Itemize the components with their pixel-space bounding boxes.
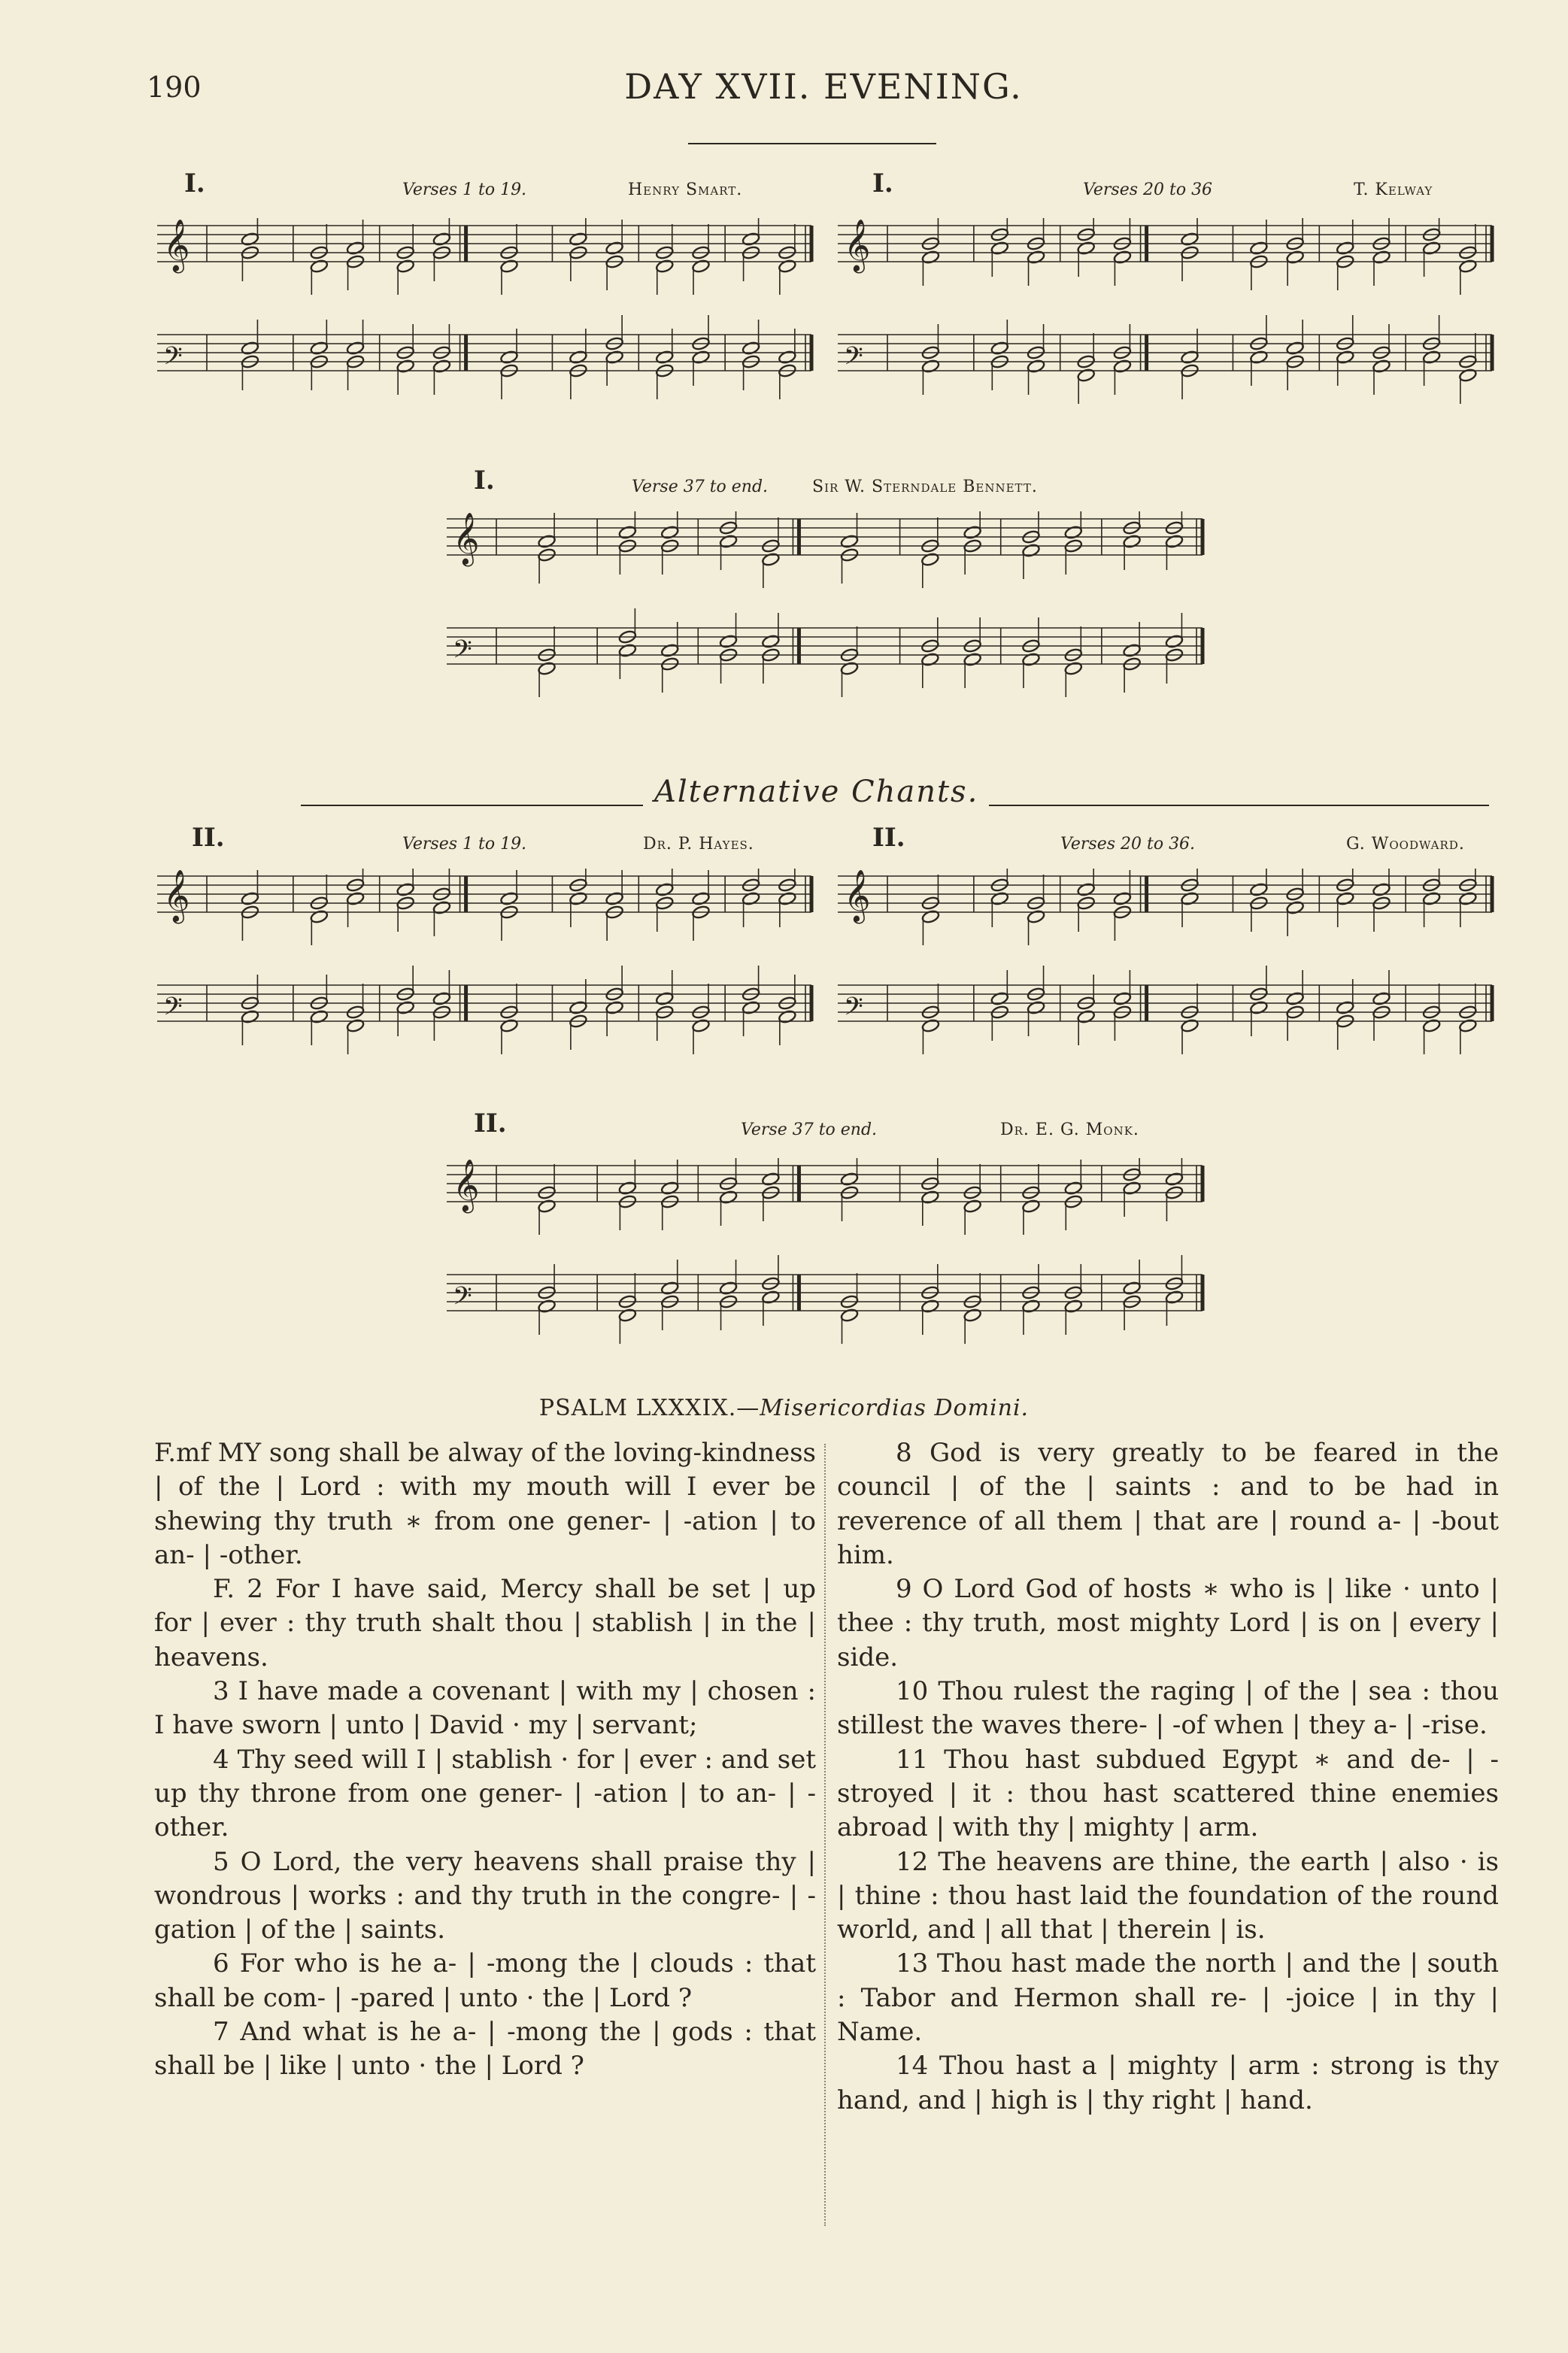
note-head — [761, 634, 780, 649]
note-head — [310, 259, 329, 274]
note-head — [1249, 350, 1268, 365]
note-head — [1113, 991, 1132, 1006]
note-head — [660, 525, 679, 540]
note-head — [346, 341, 365, 356]
note-head — [761, 552, 780, 567]
chant-staff — [154, 869, 816, 1064]
chant-staff — [835, 869, 1497, 1064]
note-head — [432, 991, 451, 1006]
chant-composer: T. Kelway — [1354, 180, 1433, 199]
chant-composer: G. Woodward. — [1346, 835, 1465, 854]
note-head — [499, 1018, 518, 1033]
psalm-verse: 9 O Lord God of hosts ∗ who is | like · unto | thee : thy truth, most mighty Lord | is on | every | side. — [837, 1574, 1499, 1672]
note-head — [742, 341, 760, 356]
note-head — [538, 534, 557, 549]
note-head — [605, 1000, 624, 1015]
psalm-verse: 5 O Lord, the very heavens shall praise thy | wondrous | works : and thy truth in the congre- | -gation | of the | saints. — [154, 1846, 816, 1945]
note-head — [396, 882, 415, 897]
note-head — [569, 1000, 587, 1015]
note-head — [719, 1281, 738, 1296]
bass-clef-icon: 𝄢 — [163, 342, 183, 377]
note-head — [569, 891, 587, 906]
page-header — [147, 66, 1500, 119]
note-head — [1113, 891, 1132, 906]
note-head — [1064, 525, 1083, 540]
note-head — [618, 525, 637, 540]
note-head — [920, 1190, 939, 1205]
note-head — [241, 891, 259, 906]
chant-4 — [154, 823, 816, 1068]
chant-numeral: I. — [474, 465, 495, 496]
chant-numeral: I. — [184, 168, 205, 199]
psalm-verse: 3 I have made a covenant | with my | chosen : I have sworn | unto | David · my | servant; — [154, 1676, 816, 1741]
psalm-verse: F.mf MY song shall be alway of the loving-kindness | of the | Lord : with my mouth will I ever be shewing thy truth ∗ from one gener- | -ation | to an- | -other. — [154, 1438, 816, 1570]
note-head — [1249, 882, 1268, 897]
note-head — [1064, 1181, 1083, 1196]
note-head — [499, 259, 518, 274]
note-head — [1336, 350, 1354, 365]
chant-staff — [444, 511, 1207, 707]
note-head — [778, 891, 796, 906]
note-head — [618, 643, 637, 658]
note-head — [719, 534, 738, 549]
psalm-verse: 13 Thou hast made the north | and the | south : Tabor and Hermon shall re- | -joice | in thy | Name. — [837, 1948, 1499, 2048]
psalm-verse: 6 For who is he a- | -mong the | clouds : that shall be com- | -pared | unto · the | Lord ? — [154, 1948, 816, 2013]
note-head — [1458, 368, 1477, 383]
note-head — [963, 652, 982, 667]
treble-clef-icon: 𝄞 — [844, 869, 871, 922]
note-head — [1422, 241, 1441, 256]
note-head — [1249, 241, 1268, 256]
note-head — [1286, 250, 1305, 265]
bass-clef-icon: 𝄢 — [844, 342, 863, 377]
note-head — [1165, 1290, 1184, 1305]
psalm-title: PSALM LXXXIX. — [538, 1395, 737, 1421]
note-head — [1372, 359, 1391, 374]
bass-clef-icon: 𝄢 — [453, 635, 472, 670]
note-head — [655, 259, 674, 274]
note-head — [1458, 1018, 1477, 1033]
note-head — [538, 661, 557, 676]
note-head — [1113, 359, 1132, 374]
note-head — [920, 652, 939, 667]
note-head — [963, 525, 982, 540]
note-head — [1422, 1018, 1441, 1033]
note-head — [840, 1308, 859, 1323]
note-head — [1336, 891, 1354, 906]
note-head — [1286, 991, 1305, 1006]
note-head — [1027, 1000, 1045, 1015]
psalm-verse: 12 The heavens are thine, the earth | also · is | thine : thou hast laid the foundation of the round world, and | all that | therein | is. — [837, 1846, 1499, 1945]
note-head — [538, 1199, 557, 1214]
note-head — [1113, 250, 1132, 265]
bass-clef-icon: 𝄢 — [453, 1282, 472, 1317]
note-head — [921, 1018, 940, 1033]
alternative-chants-heading — [0, 775, 1568, 820]
note-head — [1458, 891, 1477, 906]
chant-verses: Verses 1 to 19. — [402, 180, 527, 199]
note-head — [963, 1199, 982, 1214]
note-head — [310, 1009, 329, 1024]
note-head — [241, 232, 259, 247]
note-head — [310, 341, 329, 356]
note-head — [432, 900, 451, 915]
note-head — [990, 341, 1009, 356]
chant-5 — [835, 823, 1497, 1068]
chant-composer: Henry Smart. — [628, 180, 743, 199]
note-head — [990, 891, 1009, 906]
note-head — [1077, 241, 1096, 256]
chant-verses: Verse 37 to end. — [741, 1120, 878, 1139]
note-head — [1180, 232, 1199, 247]
note-head — [1180, 891, 1199, 906]
note-head — [1021, 1299, 1040, 1314]
note-head — [1123, 1281, 1142, 1296]
note-head — [1165, 1172, 1184, 1187]
note-head — [655, 882, 674, 897]
note-head — [1064, 1299, 1083, 1314]
note-head — [778, 350, 796, 365]
note-head — [346, 241, 365, 256]
note-head — [241, 1009, 259, 1024]
chant-6 — [444, 1108, 1207, 1361]
note-head — [1180, 1018, 1199, 1033]
note-head — [346, 1018, 365, 1033]
note-head — [1180, 350, 1199, 365]
note-head — [1123, 1181, 1142, 1196]
note-head — [1372, 882, 1391, 897]
note-head — [921, 909, 940, 924]
chant-staff — [154, 218, 816, 414]
note-head — [742, 232, 760, 247]
note-head — [655, 350, 674, 365]
note-head — [1336, 1000, 1354, 1015]
note-head — [1165, 634, 1184, 649]
note-head — [499, 891, 518, 906]
chant-composer: Sir W. Sterndale Bennett. — [812, 478, 1038, 496]
note-head — [660, 1281, 679, 1296]
note-head — [1372, 250, 1391, 265]
note-head — [538, 1299, 557, 1314]
note-head — [569, 350, 587, 365]
note-head — [1123, 534, 1142, 549]
header-rule — [688, 143, 936, 144]
note-head — [1027, 250, 1045, 265]
note-head — [1064, 661, 1083, 676]
bass-clef-icon: 𝄢 — [163, 993, 183, 1027]
psalm-heading: PSALM LXXXIX.—Misericordias Domini. — [538, 1395, 1030, 1421]
note-head — [691, 891, 710, 906]
note-head — [1422, 891, 1441, 906]
page-number: 190 — [147, 71, 202, 104]
chant-1 — [154, 168, 816, 421]
treble-clef-icon: 𝄞 — [163, 869, 190, 922]
note-head — [1123, 643, 1142, 658]
note-head — [719, 634, 738, 649]
note-head — [1286, 900, 1305, 915]
note-head — [1077, 882, 1096, 897]
chant-verses: Verses 20 to 36. — [1060, 835, 1196, 854]
alt-rule-right — [989, 805, 1489, 806]
note-head — [1249, 1000, 1268, 1015]
note-head — [1336, 241, 1354, 256]
note-head — [310, 909, 329, 924]
note-head — [432, 232, 451, 247]
note-head — [742, 1000, 760, 1015]
note-head — [396, 259, 415, 274]
page-title: DAY XVII. EVENING. — [624, 66, 1023, 107]
note-head — [778, 1009, 796, 1024]
treble-clef-icon: 𝄞 — [163, 219, 190, 271]
psalm-column-left — [154, 1436, 816, 2084]
note-head — [761, 1290, 780, 1305]
column-divider — [824, 1444, 826, 2226]
note-head — [618, 1181, 637, 1196]
note-head — [241, 341, 259, 356]
bass-clef-icon: 𝄢 — [844, 993, 863, 1027]
note-head — [569, 232, 587, 247]
note-head — [1286, 341, 1305, 356]
note-head — [1458, 259, 1477, 274]
note-head — [1372, 991, 1391, 1006]
chant-staff — [444, 1158, 1207, 1354]
psalm-verse: 11 Thou hast subdued Egypt ∗ and de- | -stroyed | it : thou hast scattered thine enemies abroad | with thy | mighty | arm. — [837, 1744, 1499, 1843]
note-head — [605, 350, 624, 365]
chant-verses: Verses 1 to 19. — [402, 835, 527, 854]
psalm-verse: F. 2 For I have said, Mercy shall be set | up for | ever : thy truth shalt thou | stablish | in the | heavens. — [154, 1574, 816, 1672]
note-head — [742, 891, 760, 906]
note-head — [1021, 652, 1040, 667]
note-head — [921, 359, 940, 374]
chant-numeral: II. — [192, 823, 225, 853]
note-head — [1021, 543, 1040, 558]
note-head — [990, 241, 1009, 256]
note-head — [840, 534, 859, 549]
alternative-chants-title: Alternative Chants. — [654, 775, 979, 809]
chant-composer: Dr. P. Hayes. — [643, 835, 754, 854]
treble-clef-icon: 𝄞 — [453, 512, 480, 565]
note-head — [840, 661, 859, 676]
note-head — [499, 350, 518, 365]
note-head — [432, 359, 451, 374]
alt-rule-left — [301, 805, 643, 806]
note-head — [605, 241, 624, 256]
chant-numeral: I. — [872, 168, 893, 199]
note-head — [691, 1018, 710, 1033]
psalm-column-right — [837, 1436, 1499, 2118]
psalm-verse: 8 God is very greatly to be feared in the council | of the | saints : and to be had in reverence of all them | that are | round a- | -bout him. — [837, 1438, 1499, 1570]
note-head — [778, 259, 796, 274]
note-head — [396, 359, 415, 374]
note-head — [1422, 350, 1441, 365]
psalm-verse: 4 Thy seed will I | stablish · for | ever : and set up thy throne from one gener- | -ation | to an- | -other. — [154, 1744, 816, 1843]
chant-2 — [835, 168, 1497, 421]
chant-composer: Dr. E. G. Monk. — [1000, 1120, 1139, 1139]
chant-verses: Verses 20 to 36 — [1083, 180, 1213, 199]
note-head — [963, 1308, 982, 1323]
note-head — [660, 1181, 679, 1196]
note-head — [719, 1190, 738, 1205]
psalm-verse: 14 Thou hast a | mighty | arm : strong is thy hand, and | high is | thy right | hand. — [837, 2051, 1499, 2115]
note-head — [920, 552, 939, 567]
note-head — [990, 991, 1009, 1006]
note-head — [691, 259, 710, 274]
chant-numeral: II. — [474, 1108, 507, 1139]
note-head — [605, 891, 624, 906]
chant-numeral: II. — [872, 823, 905, 853]
chant-verses: Verse 37 to end. — [632, 478, 769, 496]
note-head — [691, 350, 710, 365]
note-head — [1077, 368, 1096, 383]
note-head — [1021, 1199, 1040, 1214]
note-head — [1077, 1009, 1096, 1024]
note-head — [1165, 534, 1184, 549]
note-head — [840, 1172, 859, 1187]
treble-clef-icon: 𝄞 — [844, 219, 871, 271]
psalm-subtitle: Misericordias Domini. — [760, 1395, 1030, 1421]
note-head — [396, 1000, 415, 1015]
treble-clef-icon: 𝄞 — [453, 1159, 480, 1211]
note-head — [761, 1172, 780, 1187]
chant-staff — [835, 218, 1497, 414]
note-head — [920, 1299, 939, 1314]
chant-3 — [444, 465, 1207, 718]
note-head — [921, 250, 940, 265]
note-head — [618, 1308, 637, 1323]
note-head — [346, 891, 365, 906]
psalm-verse: 10 Thou rulest the raging | of the | sea : thou stillest the waves there- | -of when | they a- | -rise. — [837, 1676, 1499, 1741]
note-head — [655, 991, 674, 1006]
note-head — [660, 643, 679, 658]
note-head — [1027, 909, 1045, 924]
psalm-verse: 7 And what is he a- | -mong the | gods : that shall be | like | unto · the | Lord ? — [154, 2017, 816, 2082]
note-head — [1027, 359, 1045, 374]
